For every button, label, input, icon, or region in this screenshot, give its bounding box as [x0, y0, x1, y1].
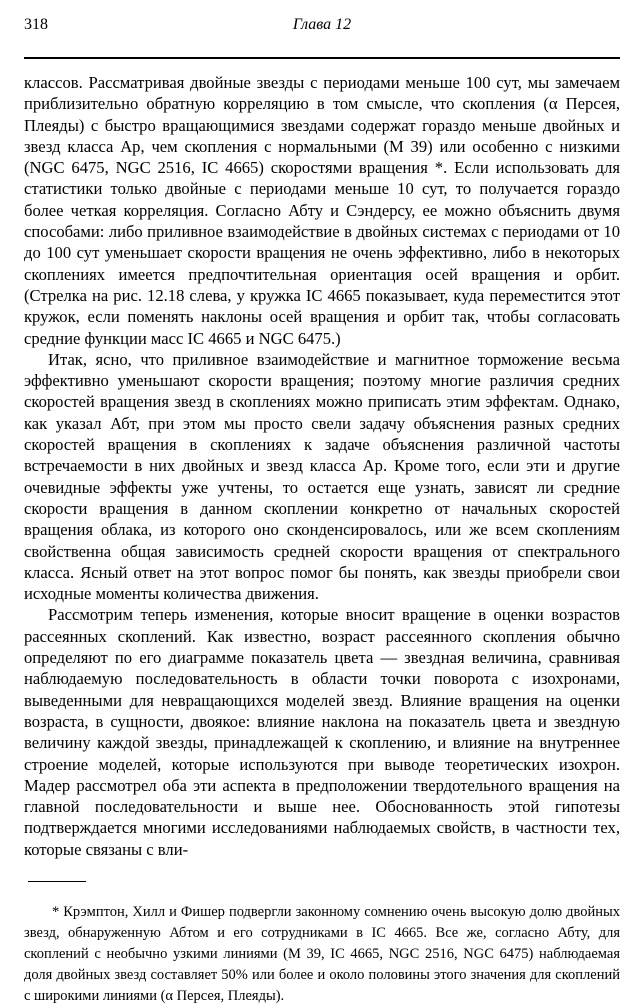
- book-page: [24, 16, 620, 1004]
- footnote: * Крэмптон, Хилл и Фишер подвергли законному сомнению очень высокую долю двойных звезд, обнаруженную Абтом и его сотрудниками в IC 4665. Все же, согласно Абту, для скоплений с необычно узкими линиями (M 39, IC 4665, NGC 2516, NGC 6475) наблюдаемая доля двойных звезд составляет 50% или более и около половины этого значения для скоплений с широкими линиями (α Персея, Плеяды).: [24, 904, 620, 1004]
- footnote-rule: [28, 881, 86, 882]
- paragraph-1: классов. Рассматривая двойные звезды с периодами меньше 100 сут, мы замечаем приблизительно обратную корреляцию в том смысле, что скопления (α Персея, Плеяды) с быстро вращающимися звездами содержат гораздо меньше двойных и звезд класса Ар, чем скопления с нормальными (M 39) или особенно с низкими (NGC 6475, NGC 2516, IC 4665) скоростями вращения *. Если использовать для статистики только двойные с периодами меньше 10 сут, то получается гораздо более четкая корреляция. Согласно Абту и Сэндерсу, ее можно объяснить двумя способами: либо приливное взаимодействие в двойных системах с периодами от 10 до 100 сут уменьшает скорости вращения не очень эффективно, либо в некоторых скоплениях имеется предпочтительная ориентация осей вращения и орбит. (Стрелка на рис. 12.18 слева, у кружка IC 4665 показывает, куда переместится этот кружок, если поменять наклоны осей вращения и орбит так, чтобы согласовать средние функции масс IC 4665 и NGC 6475.): [24, 73, 620, 348]
- chapter-title: Глава 12: [292, 16, 352, 33]
- body-text: [24, 72, 620, 860]
- running-header: [24, 16, 620, 42]
- header-rule: [24, 57, 620, 59]
- paragraph-3: Рассмотрим теперь изменения, которые вносит вращение в оценки возрастов рассеянных скоплений. Как известно, возраст рассеянного скопления обычно определяют по его диаграмме показатель цвета — звездная величина, сравнивая наблюдаемую последовательность в области точки поворота с изохронами, выведенными для невращающихся моделей звезд. Влияние вращения на оценки возраста, в сущности, двоякое: влияние наклона на показатель цвета и звездную величину каждой звезды, принадлежащей к скоплению, и влияние на внутреннее строение моделей, которые используются при выводе теоретических изохрон. Мадер рассмотрел оба эти аспекта в предположении твердотельного вращения на главной последовательности и выше нее. Обоснованность этой гипотезы подтверждается многими исследованиями наблюдаемых свойств, в частности тех, которые связаны с вли-: [24, 605, 620, 859]
- page-number: 318: [24, 16, 48, 33]
- paragraph-2: Итак, ясно, что приливное взаимодействие и магнитное торможение весьма эффективно уменьшают скорости вращения; поэтому многие различия средних скоростей вращения звезд в скоплениях можно приписать этим эффектам. Однако, как указал Абт, при этом мы просто свели задачу объяснения разных средних скоростей вращения в скоплениях к задаче объяснения различной частоты встречаемости в них двойных и звезд класса Ар. Кроме того, если эти и другие очевидные эффекты уже учтены, то остается еще узнать, зависят ли средние скорости вращения в данном скоплении конкретно от начальных скоростей вращения облака, из которого оно сконденсировалось, или же всем скоплениям свойственна общая зависимость средней скорости вращения от спектрального класса. Ясный ответ на этот вопрос помог бы понять, как звезды приобрели свои исходные моменты количества движения.: [24, 349, 620, 604]
